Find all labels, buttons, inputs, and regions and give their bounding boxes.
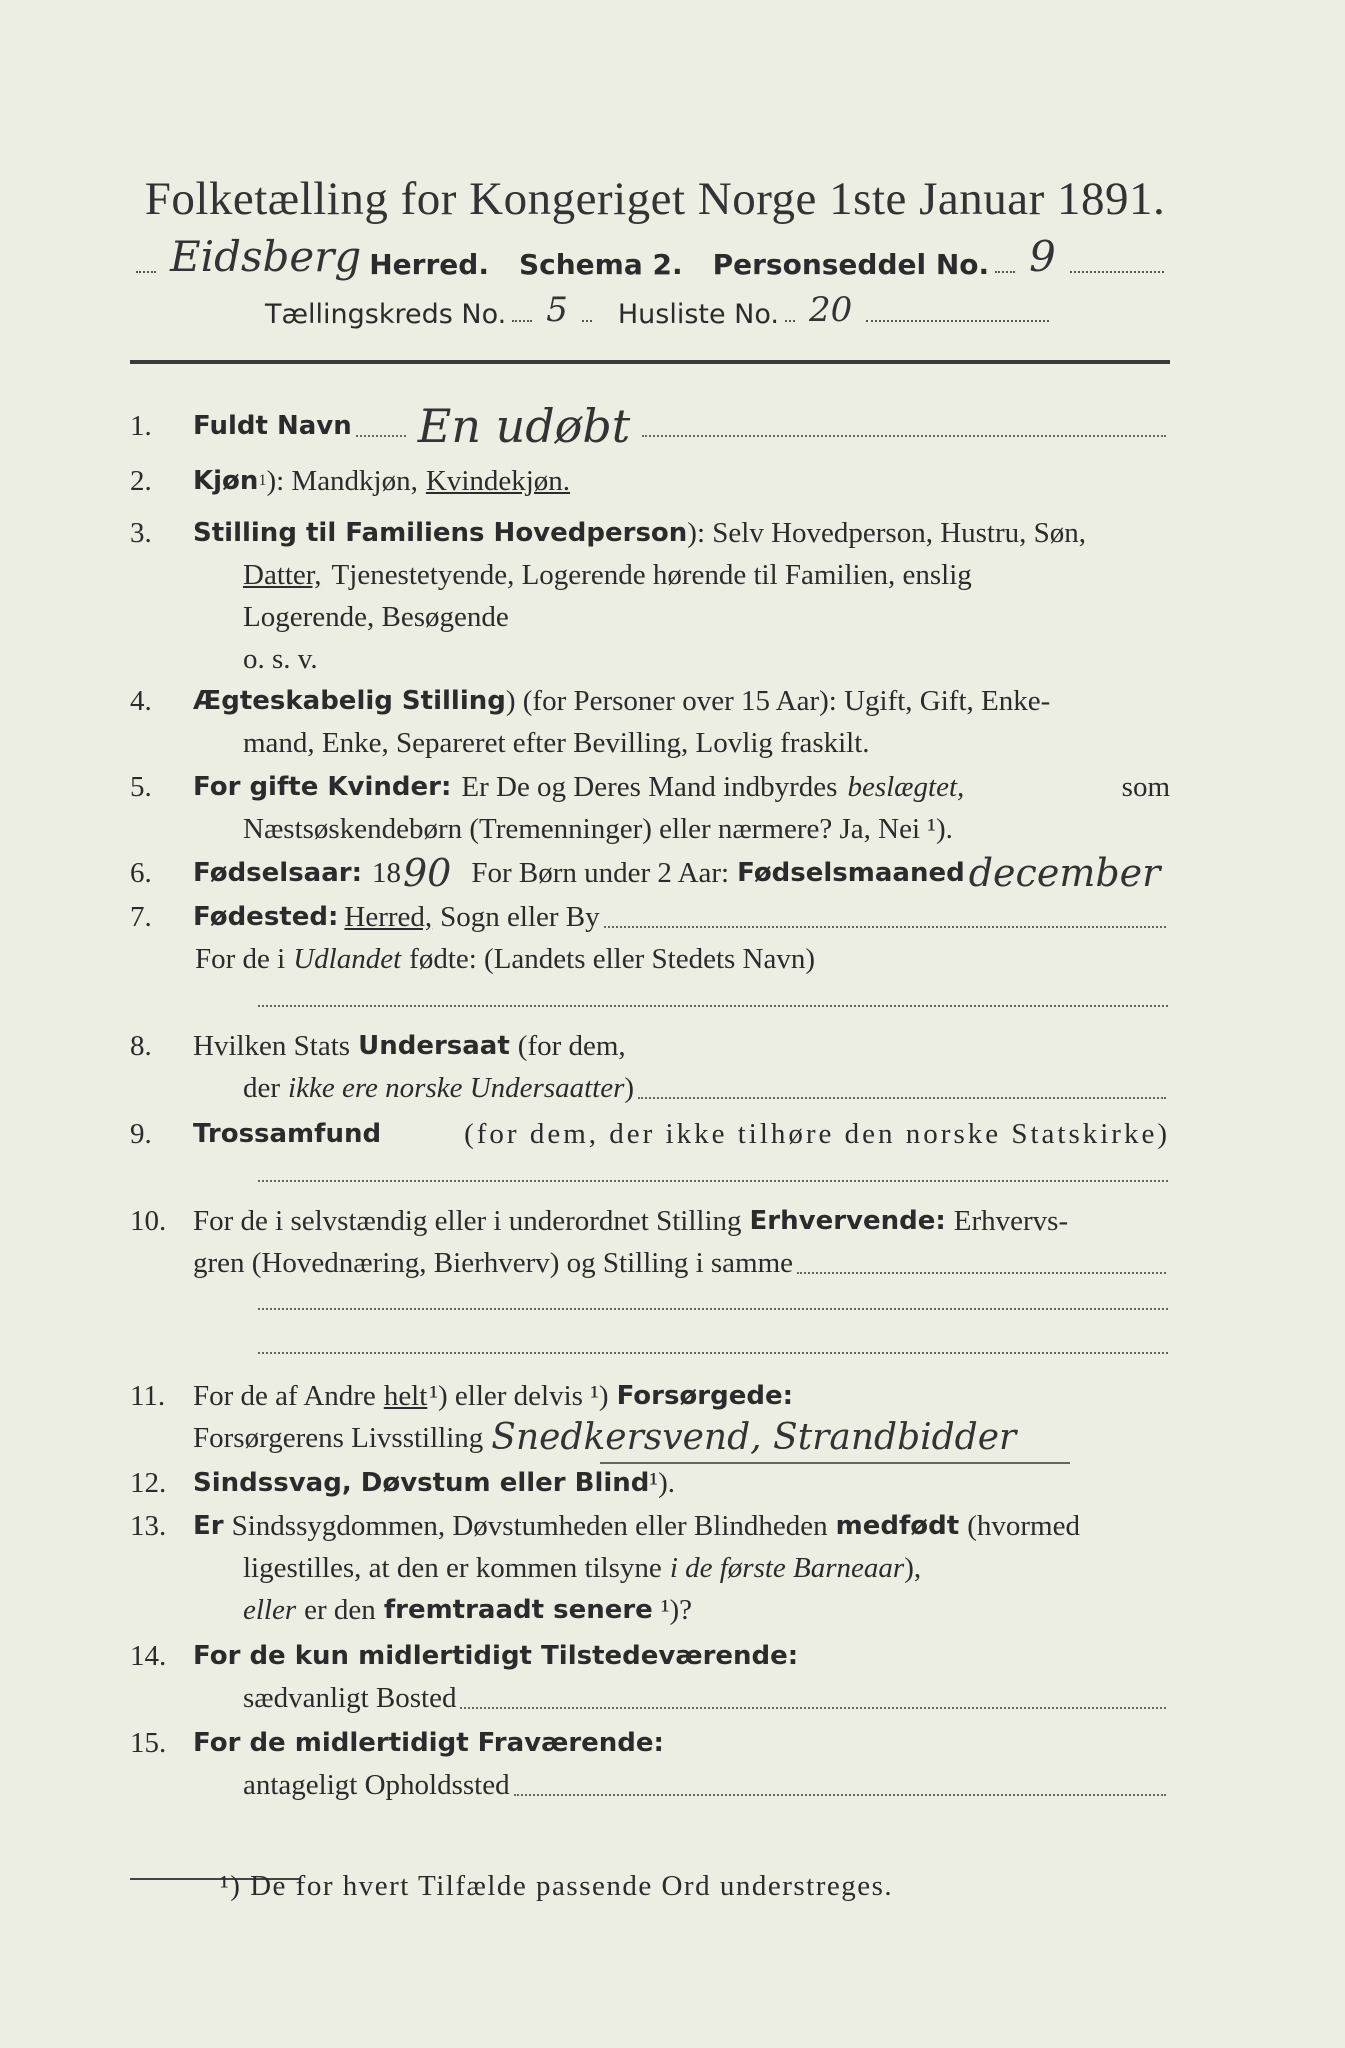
item-label: Undersaat [358,1031,510,1061]
birth-year-value: 90 [403,851,452,895]
item-label: Stilling til Familiens Hovedperson [193,518,688,548]
taellingskreds-row [265,290,1055,330]
fill-line [258,1005,1168,1007]
item-label: Erhvervende: [749,1206,946,1236]
item-label: Sindssvag, Døvstum eller Blind [193,1468,650,1498]
item-number: 12. [130,1467,167,1499]
item-text: Udlandet [293,943,402,975]
item-number: 10. [130,1205,167,1237]
herred-row [130,232,1170,281]
year-prefix: 18 [372,857,401,889]
personseddel-value: 9 [1029,232,1056,281]
item-text: antageligt Opholdssted [243,1769,510,1801]
item-text: eller [243,1594,297,1626]
item-number: 2. [130,465,152,497]
item-text: o. s. v. [243,643,318,675]
selected-kvindekjon: Kvindekjøn. [425,465,571,497]
footnote-mark: 1 [258,472,267,489]
item-text: Er De og Deres Mand indbyrdes [461,771,838,803]
personseddel-label: Personseddel No. [712,248,990,281]
item-text: (for dem, der ikke tilhøre den norske Statskirke) [464,1118,1170,1150]
full-name-value: En udøbt [417,399,631,453]
item-text: ): Selv Hovedperson, Hustru, Søn, [687,517,1087,549]
census-form-page: Folketælling for Kongeriget Norge 1ste Januar 1891. Eidsberg Herred. Schema 2. Personseddel No. 9 Tællingskreds No. 5 Husliste No. 20 1. Fuldt Navn En udøbt 2. Kjøn 1 ): Mandkjøn, Kvindekjøn. 3. Stilling til Familiens Hovedperson ): Selv Hovedperson, Hustru, Søn, Datter, Tjenestetyende, Logerende hørende til Familien, enslig Logerende, Besøgende o. s. v. 4. Ægteskabelig Stilling ) (for Personer over 15 Aar): Ugift, Gift, Enke- mand, Enke, Separeret efter Bevilling, Lovlig fraskilt. 5. For gifte Kvinder: Er De og Deres Mand indbyrdes beslægtet, som Næstsøskendebørn (Tremenninger) eller nærmere? Ja, Nei ¹). 6. Fødselsaar: 18 90 For Børn under 2 Aar: Fødselsmaaned december 7. Fødested: Herred, Sogn eller By For de i Udlandet fødte: (Landets eller Stedets Navn) 8. Hvilken Stats Undersaat (for dem, der ikke ere norske Undersaatter ) 9. Trossamfund (for dem, der ikke tilhøre den norske Statskirke) 10. For de i selvstændig eller i underordnet Stilling Erhvervende: Erhvervs- gren (Hovednæring, Bierhverv) og Stilling i samme 11. For de af Andre helt ¹) eller delvis ¹) Forsørgede: Forsørgerens Livsstilling Snedkersvend, Strandbidder 12. Sindssvag, Døvstum eller Blind ¹). 13. Er Sindssygdommen, Døvstumheden eller Blindheden medfødt (hvormed ligestilles, at den er kommen tilsyne i de første Barneaar ), eller er den fremtraadt senere ¹)? 14. For de kun midlertidigt Tilstedeværende: sædvanligt Bosted 15. For de midlertidigt Fraværende: antageligt Opholdssted ¹) De for hvert Tilfælde passende Ord understreges. [0,0,1345,2048]
item-text: fødte: (Landets eller Stedets Navn) [409,943,816,975]
item-text: (for dem, [517,1030,626,1062]
header-divider [130,360,1170,364]
item-text: (hvormed [967,1510,1080,1542]
item-number: 13. [130,1510,167,1542]
item-label: Forsørgede: [616,1381,794,1411]
selected-datter: Datter, [243,559,322,591]
item-label: medfødt [835,1511,960,1541]
husliste-value: 20 [809,290,853,330]
item-text: ligestilles, at den er kommen tilsyne [243,1552,662,1584]
fill-line [258,1180,1168,1182]
item-number: 4. [130,685,152,717]
herred-label: Herred. [369,248,489,281]
item-label: Trossamfund [193,1119,382,1149]
item-number: 9. [130,1118,152,1150]
item-text: Logerende, Besøgende [243,601,509,633]
item-text: ikke ere norske Undersaatter [288,1072,625,1104]
item-text: mand, Enke, Separeret efter Bevilling, Lovlig fraskilt. [243,727,870,759]
item-number: 6. [130,857,152,889]
item-text: sædvanligt Bosted [243,1682,457,1714]
item-text: Forsørgerens Livsstilling [193,1422,484,1454]
item-text: der [243,1072,281,1104]
item-label: Fødested: [193,902,339,932]
item-text: ) (for Personer over 15 Aar): Ugift, Gift, Enke- [505,685,1051,717]
item-text: er den [304,1594,376,1626]
item-text: Erhvervs- [953,1205,1069,1237]
footnote: ¹) De for hvert Tilfælde passende Ord understreges. [220,1870,894,1902]
item-number: 5. [130,771,152,803]
item-text: som [1121,771,1170,803]
item-label: fremtraadt senere [383,1595,653,1625]
item-text: gren (Hovednæring, Bierhverv) og Stilling i samme [193,1247,794,1279]
form-title: Folketælling for Kongeriget Norge 1ste Januar 1891. [144,173,1166,225]
item-text: ): Mandkjøn, [266,465,418,497]
item-label: Kjøn [193,466,259,496]
item-number: 8. [130,1030,152,1062]
item-text: Næstsøskendebørn (Tremenninger) eller nærmere? Ja, Nei ¹). [243,813,953,845]
item-number: 7. [130,901,152,933]
schema-label: Schema 2. [518,248,683,281]
item-text: Tjenestetyende, Logerende hørende til Familien, enslig [331,559,972,591]
item-label: Er [193,1511,224,1541]
item-text: ), [904,1552,922,1584]
selected-helt: helt [383,1380,428,1412]
husliste-label: Husliste No. [617,299,779,330]
item-text: Sogn eller By [440,901,600,933]
item-text: Hvilken Stats [193,1030,351,1062]
item-number: 1. [130,410,152,442]
item-text: ¹)? [660,1594,693,1626]
item-label: For de midlertidigt Fraværende: [193,1728,664,1758]
item-text: ¹). [649,1467,676,1499]
item-text: Sindssygdommen, Døvstumheden eller Blindheden [231,1510,828,1542]
taellingskreds-value: 5 [546,290,568,330]
fill-line [258,1352,1168,1354]
item-number: 11. [130,1380,166,1412]
birth-month-value: december [968,851,1161,895]
item-text: For de i [195,943,286,975]
item-number: 3. [130,517,152,549]
item-number: 14. [130,1640,167,1672]
item-text: beslægtet, [847,771,965,803]
item-text: For de i selvstændig eller i underordnet Stilling [193,1205,742,1237]
taellingskreds-label: Tællingskreds No. [265,299,507,330]
item-number: 15. [130,1727,167,1759]
item-label: For de kun midlertidigt Tilstedeværende: [193,1641,799,1671]
item-label: Fødselsaar: [193,858,362,888]
item-label: Fødselsmaaned [737,858,965,888]
item-label: For gifte Kvinder: [193,772,452,802]
fill-line [258,1308,1168,1310]
item-text: For de af Andre [193,1380,376,1412]
item-label: Fuldt Navn [193,411,352,441]
selected-herred: Herred, [344,901,433,933]
item-text: For Børn under 2 Aar: [471,857,730,889]
item-text: ¹) eller delvis ¹) [429,1380,609,1412]
herred-value: Eidsberg [170,232,362,281]
provider-occupation-value: Snedkersvend, Strandbidder [491,1417,1017,1458]
item-text: i de første Barneaar [669,1552,905,1584]
item-label: Ægteskabelig Stilling [193,686,506,716]
